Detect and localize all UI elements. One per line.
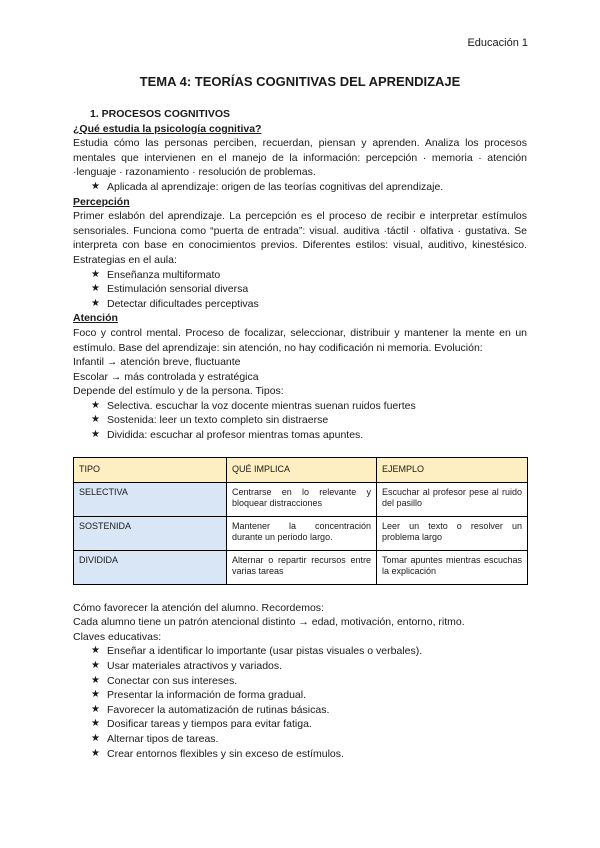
list-item: ★ Usar materiales atractivos y variados.: [91, 659, 527, 674]
question-heading: ¿Qué estudia la psicología cognitiva?: [73, 122, 262, 135]
table-cell-type: DIVIDIDA: [74, 550, 227, 584]
table-cell: Mantener la concentración durante un periodo largo.: [227, 516, 377, 550]
list-item: ★ Enseñanza multiformato: [91, 268, 527, 283]
list-item: ★ Aplicada al aprendizaje: origen de las teorías cognitivas del aprendizaje.: [91, 180, 527, 195]
percepcion-heading: Percepción: [73, 195, 130, 208]
atencion-line: Depende del estímulo y de la persona. Tipos:: [73, 385, 284, 398]
table-header-row: [74, 457, 528, 482]
table-cell-type: SELECTIVA: [74, 482, 227, 516]
favorecer-line: Cada alumno tiene un patrón atencional distinto → edad, motivación, entorno, ritmo.: [73, 616, 465, 629]
table-row: [74, 550, 528, 584]
list-item: ★ Enseñar a identificar lo importante (usar pistas visuales o verbales).: [91, 644, 527, 659]
claves-list: [73, 644, 527, 761]
table-header: EJEMPLO: [377, 457, 528, 482]
table-header: TIPO: [74, 457, 227, 482]
percepcion-list: [73, 268, 527, 312]
table-cell: Tomar apuntes mientras escuchas la explicación: [377, 550, 528, 584]
list-item: ★ Estimulación sensorial diversa: [91, 282, 527, 297]
table-cell: Alternar o repartir recursos entre varias tareas: [227, 550, 377, 584]
section-heading: 1. PROCESOS COGNITIVOS: [90, 108, 231, 120]
table-cell: Escuchar al profesor pese al ruido del pasillo: [377, 482, 528, 516]
list-item: ★ Alternar tipos de tareas.: [91, 732, 527, 747]
table-cell: Centrarse en lo relevante y bloquear distracciones: [227, 482, 377, 516]
atencion-line: Infantil → atención breve, fluctuante: [73, 356, 241, 369]
list-item: ★ Dividida: escuchar al profesor mientras tomas apuntes.: [91, 428, 527, 443]
page-title: TEMA 4: TEORÍAS COGNITIVAS DEL APRENDIZAJE: [139, 74, 461, 89]
intro-paragraph: Estudia cómo las personas perciben, recuerdan, piensan y aprenden. Analiza los procesos mentales que intervienen en el manejo de la información: percepción · memoria · atención ·lenguaje · razonamiento · resolución de problemas.: [73, 137, 527, 179]
list-item: ★ Crear entornos flexibles y sin exceso de estímulos.: [91, 747, 527, 762]
atencion-list: [73, 399, 527, 443]
table-row: [74, 482, 528, 516]
list-item: ★ Presentar la información de forma gradual.: [91, 688, 527, 703]
document-body: [73, 107, 527, 761]
atencion-heading: Atención: [73, 312, 118, 325]
table-cell-type: SOSTENIDA: [74, 516, 227, 550]
table-row: [74, 516, 528, 550]
list-item: ★ Favorecer la automatización de rutinas básicas.: [91, 703, 527, 718]
favorecer-line: Claves educativas:: [73, 630, 162, 643]
atencion-line: Escolar → más controlada y estratégica: [73, 370, 259, 383]
table-cell: Leer un texto o resolver un problema largo: [377, 516, 528, 550]
atencion-paragraph: Foco y control mental. Proceso de focalizar, seleccionar, distribuir y mantener la mente en un estímulo. Base del aprendizaje: sin atención, no hay codificación ni memoria. Evolución:: [73, 326, 527, 354]
table-header: QUÉ IMPLICA: [227, 457, 377, 482]
intro-list: [73, 180, 527, 195]
list-item: ★ Sostenida: leer un texto completo sin distraerse: [91, 413, 527, 428]
list-item: ★ Selectiva. escuchar la voz docente mientras suenan ruidos fuertes: [91, 399, 527, 414]
percepcion-paragraph: Primer eslabón del aprendizaje. La percepción es el proceso de recibir e interpretar estímulos sensoriales. Funciona como “puerta de entrada”: visual. auditiva ·táctil · olfativa · gustativa. Se interpreta con base en conocimientos previos. Diferentes estilos: visual, auditivo, kinestésico. Estrategias en el aula:: [73, 210, 527, 266]
course-label: Educación 1: [467, 37, 528, 49]
attention-types-table: [73, 457, 528, 585]
list-item: ★ Conectar con sus intereses.: [91, 674, 527, 689]
favorecer-line: Cómo favorecer la atención del alumno. Recordemos:: [73, 601, 324, 614]
list-item: ★ Detectar dificultades perceptivas: [91, 297, 527, 312]
list-item: ★ Dosificar tareas y tiempos para evitar fatiga.: [91, 717, 527, 732]
